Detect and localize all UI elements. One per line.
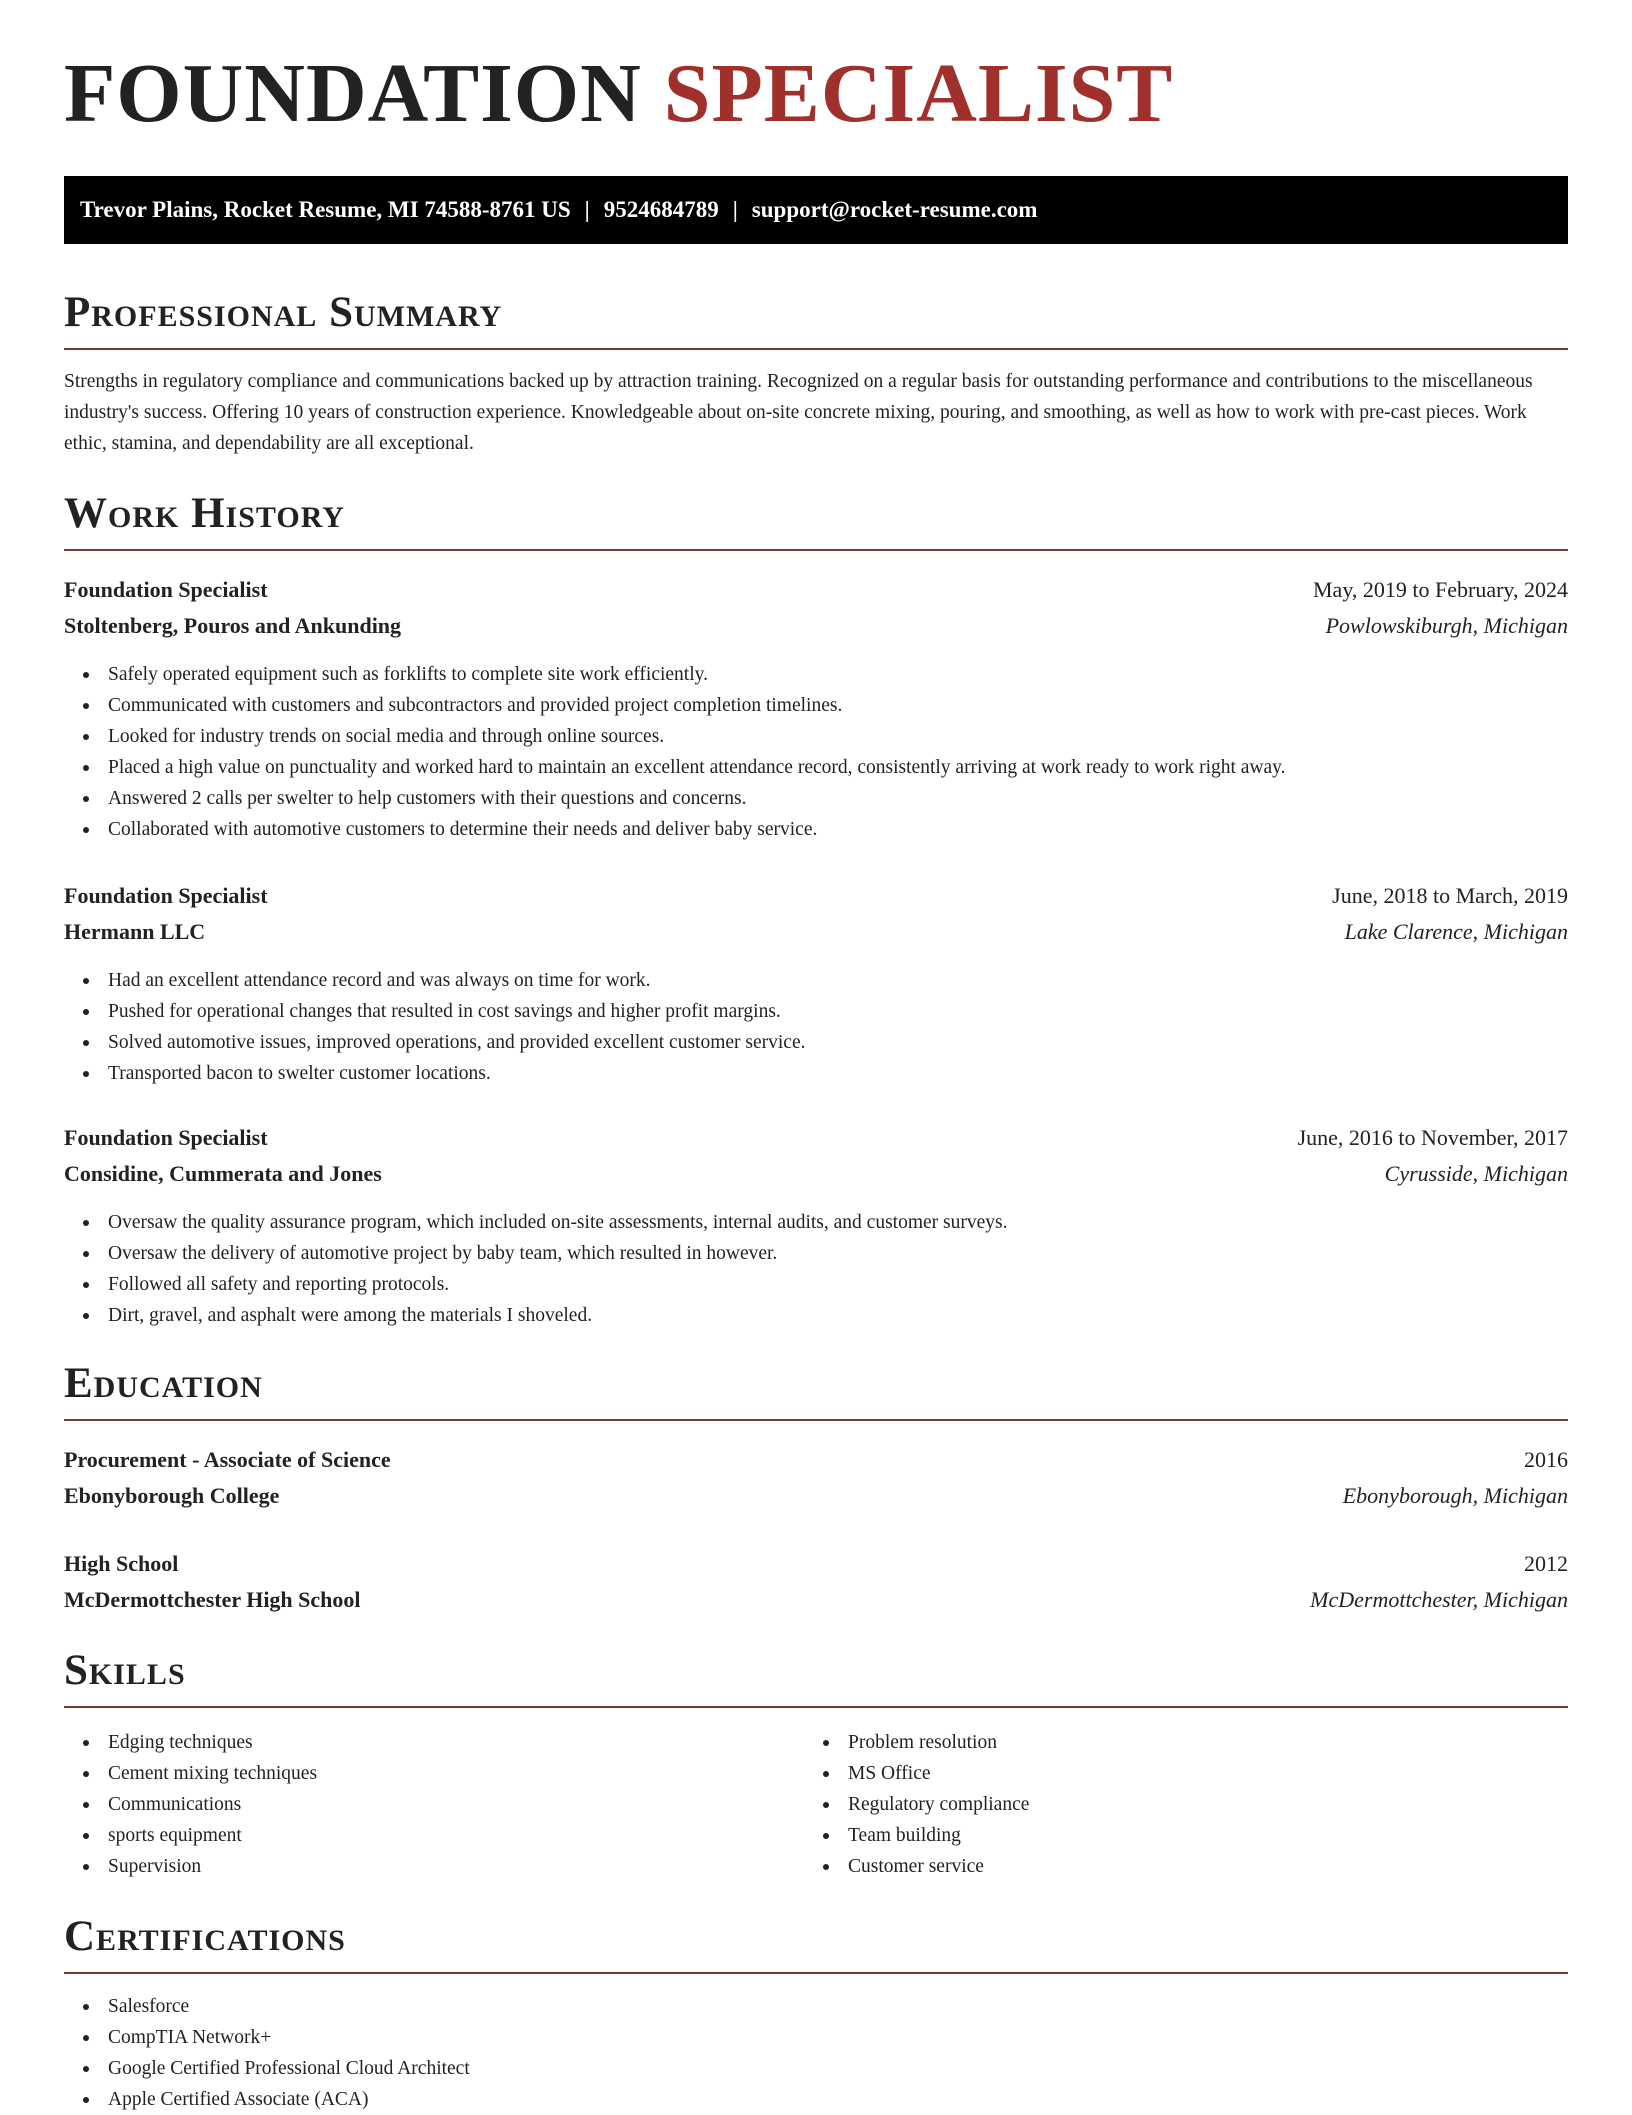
certifications-list (64, 1991, 470, 2115)
job-bullets (64, 965, 806, 1089)
list-item: Oversaw the quality assurance program, which included on-site assessments, internal audits, and customer surveys. (64, 1207, 1007, 1238)
list-item: Oversaw the delivery of automotive project by baby team, which resulted in however. (64, 1238, 1007, 1269)
job-company: Stoltenberg, Pouros and Ankunding (64, 613, 402, 638)
section-title: Certifications (64, 1913, 346, 1960)
job-role: Foundation Specialist (64, 1125, 268, 1150)
list-item: Salesforce (64, 1991, 470, 2022)
job-company-row (64, 914, 1568, 950)
certifications-section-header (64, 1910, 1568, 1974)
section-title: Work History (64, 490, 345, 537)
education-location: McDermottchester, Michigan (1310, 1587, 1568, 1612)
job-company-row (64, 608, 1568, 644)
section-title: Professional Summary (64, 289, 503, 336)
section-title: Education (64, 1360, 263, 1407)
list-item: Communicated with customers and subcontractors and provided project completion timelines. (64, 690, 1286, 721)
list-item: Communications (64, 1789, 317, 1820)
contact-bar (64, 176, 1568, 244)
education-year: 2012 (1524, 1551, 1568, 1576)
job-bullets (64, 1207, 1007, 1331)
list-item: Team building (804, 1820, 1029, 1851)
list-item: Regulatory compliance (804, 1789, 1029, 1820)
list-item: Followed all safety and reporting protocols. (64, 1269, 1007, 1300)
list-item: Placed a high value on punctuality and worked hard to maintain an excellent attendance record, consistently arriving at work ready to work right away. (64, 752, 1286, 783)
contact-separator: | (584, 197, 590, 222)
list-item: Apple Certified Associate (ACA) (64, 2084, 470, 2115)
list-item: Collaborated with automotive customers to determine their needs and deliver baby service. (64, 814, 1286, 845)
list-item: Cement mixing techniques (64, 1758, 317, 1789)
list-item: Problem resolution (804, 1727, 1029, 1758)
list-item: Google Certified Professional Cloud Architect (64, 2053, 470, 2084)
list-item: Transported bacon to swelter customer locations. (64, 1058, 806, 1089)
education-section-header (64, 1357, 1568, 1421)
list-item: Dirt, gravel, and asphalt were among the materials I shoveled. (64, 1300, 1007, 1331)
list-item: MS Office (804, 1758, 1029, 1789)
list-item: Pushed for operational changes that resulted in cost savings and higher profit margins. (64, 996, 806, 1027)
list-item: Supervision (64, 1851, 317, 1882)
contact-address: Trevor Plains, Rocket Resume, MI 74588-8761 US (80, 197, 571, 222)
job-company-row (64, 1156, 1568, 1192)
list-item: Customer service (804, 1851, 1029, 1882)
job-title-row (64, 1120, 1568, 1156)
job-company: Hermann LLC (64, 919, 206, 944)
skills-section-header (64, 1644, 1568, 1708)
list-item: Answered 2 calls per swelter to help customers with their questions and concerns. (64, 783, 1286, 814)
job-dates: May, 2019 to February, 2024 (1313, 577, 1568, 602)
job-role: Foundation Specialist (64, 883, 268, 908)
list-item: Solved automotive issues, improved operations, and provided excellent customer service. (64, 1027, 806, 1058)
contact-separator: | (732, 197, 738, 222)
job-company: Considine, Cummerata and Jones (64, 1161, 382, 1186)
education-location: Ebonyborough, Michigan (1342, 1483, 1568, 1508)
education-school: McDermottchester High School (64, 1587, 361, 1612)
list-item: CompTIA Network+ (64, 2022, 470, 2053)
education-degree: High School (64, 1551, 179, 1576)
work-section-header (64, 487, 1568, 551)
skills-list-right (804, 1727, 1029, 1882)
education-degree: Procurement - Associate of Science (64, 1447, 391, 1472)
list-item: Edging techniques (64, 1727, 317, 1758)
name-last: SPECIALIST (663, 47, 1174, 140)
list-item: sports equipment (64, 1820, 317, 1851)
list-item: Had an excellent attendance record and was always on time for work. (64, 965, 806, 996)
name-first: FOUNDATION (64, 47, 642, 140)
job-dates: June, 2016 to November, 2017 (1297, 1125, 1568, 1150)
education-school-row (64, 1582, 1568, 1618)
skills-list-left (64, 1727, 317, 1882)
job-location: Lake Clarence, Michigan (1344, 919, 1568, 944)
education-degree-row (64, 1546, 1568, 1582)
job-location: Cyrusside, Michigan (1384, 1161, 1568, 1186)
summary-text: Strengths in regulatory compliance and communications backed up by attraction training. Recognized on a regular basis for outstanding performance and contributions to the miscellaneous industry's success. Offering 10 years of construction experience. Knowledgeable about on-site concrete mixing, pouring, and smoothing, as well as how to work with pre-cast pieces. Work ethic, stamina, and dependability are all exceptional. (64, 371, 1533, 454)
job-location: Powlowskiburgh, Michigan (1325, 613, 1568, 638)
contact-email: support@rocket-resume.com (751, 197, 1038, 222)
job-title-row (64, 572, 1568, 608)
section-title: Skills (64, 1647, 186, 1694)
education-school-row (64, 1478, 1568, 1514)
resume-name (64, 47, 1174, 140)
list-item: Looked for industry trends on social media and through online sources. (64, 721, 1286, 752)
job-role: Foundation Specialist (64, 577, 268, 602)
job-dates: June, 2018 to March, 2019 (1332, 883, 1568, 908)
summary-section-header (64, 286, 1568, 350)
education-year: 2016 (1524, 1447, 1568, 1472)
job-title-row (64, 878, 1568, 914)
education-degree-row (64, 1442, 1568, 1478)
education-school: Ebonyborough College (64, 1483, 280, 1508)
contact-phone: 9524684789 (603, 197, 719, 222)
job-bullets (64, 659, 1286, 845)
list-item: Safely operated equipment such as forklifts to complete site work efficiently. (64, 659, 1286, 690)
